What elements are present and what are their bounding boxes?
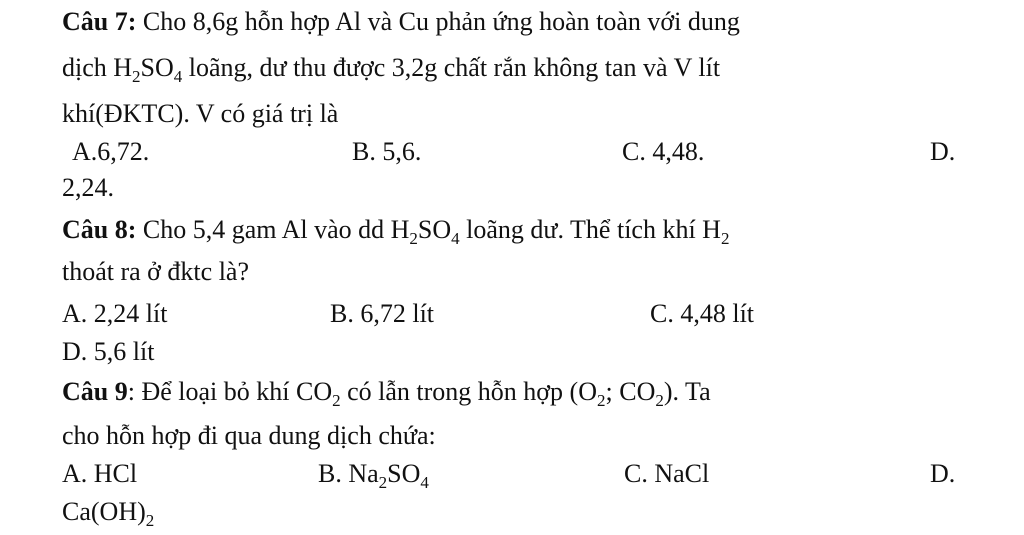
q8-option-d: D. 5,6 lít xyxy=(62,337,155,366)
q9-text-1a: : Để loại bỏ khí CO xyxy=(127,377,333,406)
q8-label: Câu 8: xyxy=(62,215,137,244)
q9-option-d-sub: 2 xyxy=(145,511,155,530)
q8-text-1c: loãng dư. Thể tích khí H xyxy=(459,215,721,244)
q7-option-d-value: 2,24. xyxy=(62,173,114,202)
q8-option-a: A. 2,24 lít xyxy=(62,299,168,328)
q9-option-b-sub-2: 4 xyxy=(420,473,429,492)
q9-option-d-text: Ca(OH) xyxy=(62,497,146,526)
q8-option-b: B. 6,72 lít xyxy=(330,299,435,328)
q9-sub-3: 2 xyxy=(655,391,664,410)
q7-option-a: A.6,72. xyxy=(72,137,150,166)
q9-text-1d: ). Ta xyxy=(663,377,711,406)
q7-option-b: B. 5,6. xyxy=(352,137,422,166)
q7-line-2 xyxy=(62,52,720,84)
q7-text-2c: loãng, dư thu được 3,2g chất rắn không tan và V lít xyxy=(182,53,721,82)
q9-text-1b: có lẫn trong hỗn hợp (O xyxy=(340,377,597,406)
q9-option-c: C. NaCl xyxy=(624,459,710,488)
q7-line-3: khí(ĐKTC). V có giá trị là xyxy=(62,99,339,128)
q7-text-1: Cho 8,6g hỗn hợp Al và Cu phản ứng hoàn toàn với dung xyxy=(136,7,740,36)
q7-sub-2: 4 xyxy=(173,67,183,86)
q8-text-1a: Cho 5,4 gam Al vào dd H xyxy=(136,215,410,244)
q9-option-d-value xyxy=(62,496,154,528)
q7-option-d: D. xyxy=(930,137,956,166)
q9-option-b xyxy=(318,458,429,490)
q8-option-c: C. 4,48 lít xyxy=(650,299,755,328)
q9-option-a: A. HCl xyxy=(62,459,138,488)
q9-option-b-text-1: B. Na xyxy=(318,459,379,488)
q9-sub-1: 2 xyxy=(332,391,341,410)
q7-sub-1: 2 xyxy=(132,67,141,86)
q7-option-c: C. 4,48. xyxy=(622,137,705,166)
q8-text-1b: SO xyxy=(417,215,452,244)
q9-line-1 xyxy=(62,376,711,408)
q8-sub-1: 2 xyxy=(409,229,418,248)
q9-text-1c: ; CO xyxy=(605,377,656,406)
q7-text-2a: dịch H xyxy=(62,53,133,82)
q9-label: Câu 9 xyxy=(62,377,128,406)
q7-label: Câu 7: xyxy=(62,7,137,36)
q7-text-2b: SO xyxy=(140,53,174,82)
q8-line-2: thoát ra ở đktc là? xyxy=(62,257,250,286)
q8-sub-2: 4 xyxy=(451,229,460,248)
q9-option-d: D. xyxy=(930,459,956,488)
q9-option-b-text-2: SO xyxy=(387,459,421,488)
q9-sub-2: 2 xyxy=(597,391,606,410)
q8-line-1 xyxy=(62,214,729,246)
q9-option-b-sub-1: 2 xyxy=(378,473,388,492)
q7-line-1 xyxy=(62,6,740,38)
q8-sub-3: 2 xyxy=(720,229,730,248)
q9-line-2: cho hỗn hợp đi qua dung dịch chứa: xyxy=(62,421,436,450)
